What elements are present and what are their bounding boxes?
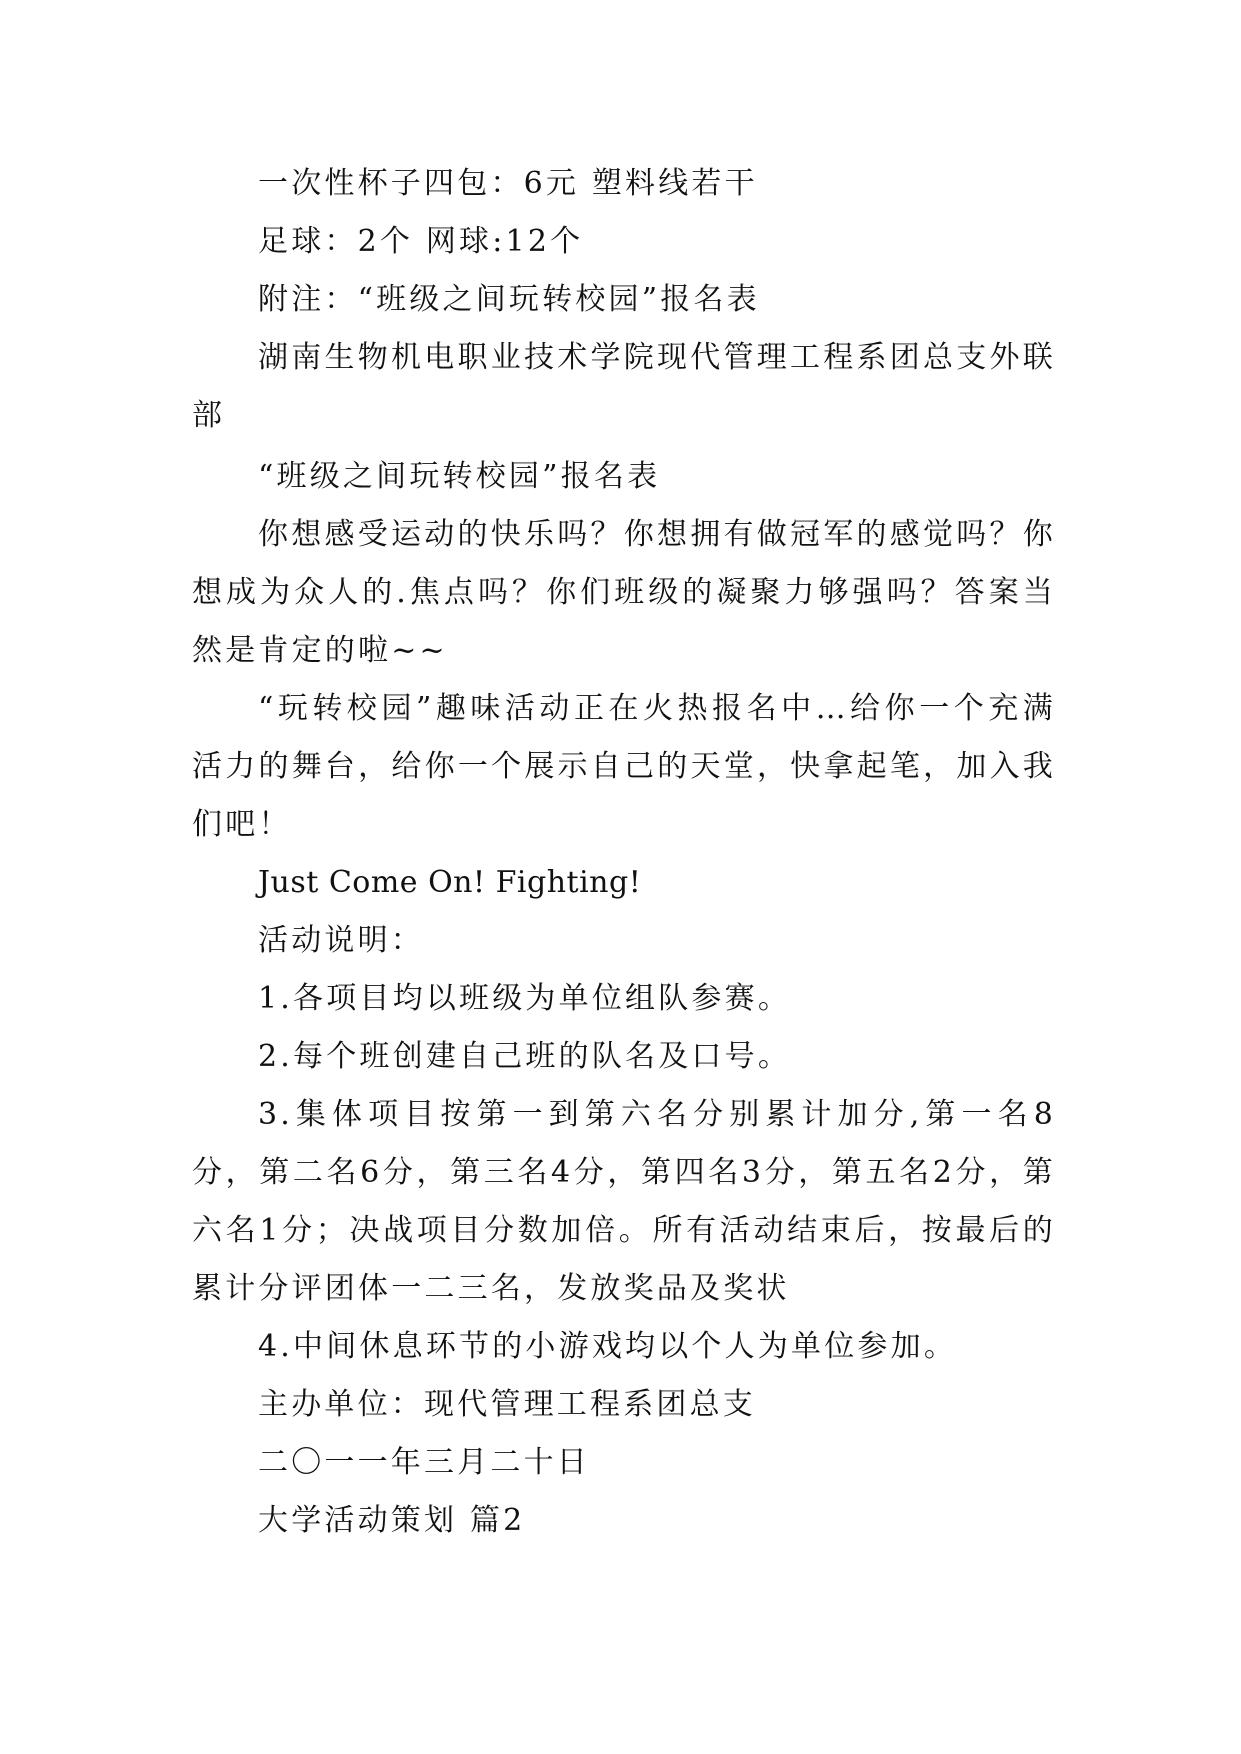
note-line: 附注：“班级之间玩转校园”报名表 xyxy=(258,282,760,317)
balls-line: 足球：2个 网球:12个 xyxy=(258,224,584,259)
rule-4: 4.中间休息环节的小游戏均以个人为单位参加。 xyxy=(258,1329,958,1364)
call-to-action-paragraph: “玩转校园”趣味活动正在火热报名中…给你一个充满活力的舞台，给你一个展示自己的天堂，快拿起笔，加入我们吧！ xyxy=(192,691,1056,842)
date-line: 二〇一一年三月二十日 xyxy=(258,1445,590,1480)
intro-paragraph: 你想感受运动的快乐吗？你想拥有做冠军的感觉吗？你想成为众人的.焦点吗？你们班级的凝聚力够强吗？答案当然是肯定的啦~~ xyxy=(192,517,1056,668)
form-title: “班级之间玩转校园”报名表 xyxy=(258,459,661,494)
host-line: 主办单位：现代管理工程系团总支 xyxy=(258,1387,756,1422)
description-heading: 活动说明： xyxy=(258,923,424,958)
cups-line: 一次性杯子四包：6元 塑料线若干 xyxy=(258,166,758,201)
organization-paragraph: 湖南生物机电职业技术学院现代管理工程系团总支外联部 xyxy=(192,340,1056,433)
slogan-line: Just Come On! Fighting! xyxy=(258,865,642,900)
rule-3: 3.集体项目按第一到第六名分别累计加分,第一名8分，第二名6分，第三名4分，第四名3分，第五名2分，第六名1分；决战项目分数加倍。所有活动结束后，按最后的累计分评团体一二三名，发放奖品及奖状 xyxy=(192,1097,1056,1306)
rule-1: 1.各项目均以班级为单位组队参赛。 xyxy=(258,981,792,1016)
rule-2: 2.每个班创建自己班的队名及口号。 xyxy=(258,1039,792,1074)
next-section-heading: 大学活动策划 篇2 xyxy=(258,1503,526,1538)
